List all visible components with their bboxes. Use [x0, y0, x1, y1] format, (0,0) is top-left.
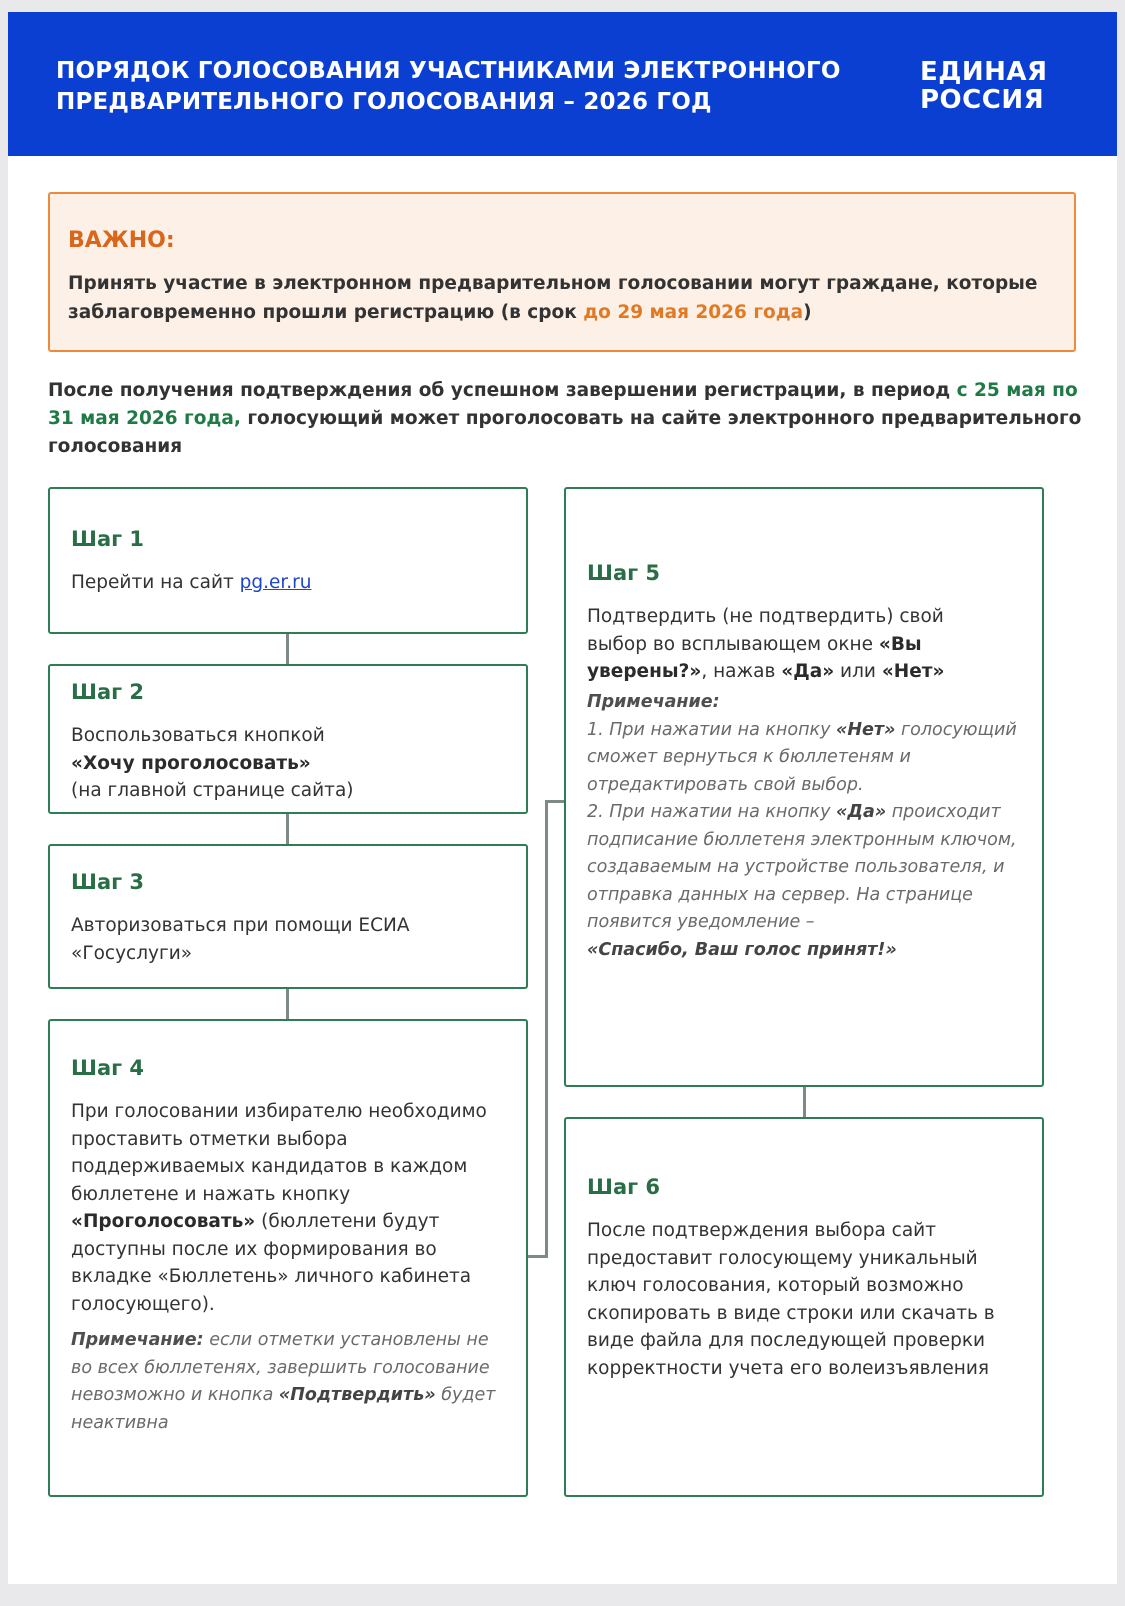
step-4-note	[71, 1327, 511, 1437]
step-1-title: Шаг 1	[71, 527, 145, 551]
step-6-card	[564, 1117, 1044, 1497]
step-2-card	[48, 664, 528, 814]
connector-1-2	[286, 634, 289, 664]
connector-2-3	[286, 814, 289, 844]
step-2-text-line-1: Воспользоваться кнопкой	[71, 725, 325, 746]
important-text-part-2: )	[803, 302, 812, 323]
step-5-note-1-part-1: 1. При нажатии на кнопку	[587, 719, 836, 740]
step-5-note	[587, 689, 1017, 964]
intro-paragraph	[48, 377, 1098, 461]
vote-accepted-message: «Спасибо, Ваш голос принят!»	[587, 939, 897, 960]
want-to-vote-button-label: «Хочу проголосовать»	[71, 752, 311, 774]
step-5-text-part-1: Подтвердить (не подтвердить) свой выбор во всплывающем окне	[587, 606, 944, 655]
step-4-note-label: Примечание:	[71, 1330, 204, 1350]
step-4-text	[71, 1098, 511, 1318]
step-5-text	[587, 603, 1007, 686]
step-3-text-line-2: «Госуслуги»	[71, 942, 193, 964]
logo-line-2: РОССИЯ	[920, 85, 1045, 115]
step-3-text	[71, 912, 511, 967]
page-title	[56, 56, 906, 118]
no-button-label: «Нет»	[881, 661, 945, 682]
vote-button-label: «Проголосовать»	[71, 1211, 256, 1232]
step-6-text: После подтверждения выбора сайт предоставит голосующему уникальный ключ голосования, который возможно скопировать в виде строки или скачать в виде файла для последующей проверки корректности учета его волеизъявления	[587, 1220, 995, 1379]
connector-3-4	[286, 989, 289, 1019]
important-notice	[48, 192, 1076, 352]
confirm-button-label: «Подтвердить»	[278, 1385, 436, 1405]
voting-period: с 25 мая по 31 мая 2026 года,	[48, 380, 1078, 429]
step-1-card	[48, 487, 528, 634]
step-5-note-1-part-2: голосующий сможет вернуться к бюллетеням и отредактировать свой выбор.	[587, 719, 1017, 795]
step-5-note-1-no-label: «Нет»	[836, 719, 896, 740]
logo-line-1: ЕДИНАЯ	[920, 57, 1048, 87]
step-2-title: Шаг 2	[71, 680, 145, 704]
connector-5-6	[803, 1087, 806, 1117]
step-3-card	[48, 844, 528, 989]
title-line-2: ПРЕДВАРИТЕЛЬНОГО ГОЛОСОВАНИЯ – 2026 ГОД	[56, 89, 712, 115]
step-4-card	[48, 1019, 528, 1497]
step-5-text-part-3: или	[834, 661, 882, 682]
step-5-note-2	[587, 799, 1017, 964]
intro-part-1: После получения подтверждения об успешном завершении регистрации, в период	[48, 380, 957, 401]
step-5-title: Шаг 5	[587, 561, 661, 585]
step-5-note-1	[587, 717, 1017, 800]
step-4-text-part-2: (бюллетени будут доступны после их формирования во вкладке «Бюллетень» личного кабинета голосующего).	[71, 1211, 472, 1315]
step-5-note-2-part-2: происходит подписание бюллетеня электронным ключом, создаваемым на устройстве пользователя, и отправка данных на сервер. На странице появится уведомление –	[587, 802, 1017, 932]
step-3-text-line-1: Авторизоваться при помощи ЕСИА	[71, 915, 410, 936]
step-4-text-part-1: При голосовании избирателю необходимо проставить отметки выбора поддерживаемых кандидатов в каждом бюллетене и нажать кнопку	[71, 1101, 487, 1205]
are-you-sure-dialog-label: «Вы уверены?»	[587, 633, 922, 682]
yes-button-label: «Да»	[781, 661, 835, 682]
header-banner	[8, 12, 1117, 156]
step-3-title: Шаг 3	[71, 870, 145, 894]
infographic-sheet	[8, 12, 1117, 1584]
step-4-note-part-2: будет неактивна	[71, 1385, 496, 1433]
party-logo	[920, 58, 1080, 114]
title-line-1: ПОРЯДОК ГОЛОСОВАНИЯ УЧАСТНИКАМИ ЭЛЕКТРОННОГО	[56, 58, 841, 84]
step-2-text	[71, 722, 511, 805]
step-5-card	[564, 487, 1044, 1087]
step-4-title: Шаг 4	[71, 1056, 145, 1080]
intro-part-2: голосующий может проголосовать на сайте электронного предварительного голосования	[48, 408, 1082, 457]
step-5-note-label: Примечание:	[587, 692, 720, 712]
important-text	[68, 269, 1048, 327]
important-title: ВАЖНО:	[68, 228, 175, 253]
step-1-text-prefix: Перейти на сайт	[71, 572, 240, 593]
important-text-part-1: Принять участие в электронном предварительном голосовании могут граждане, которые заблаговременно прошли регистрацию (в срок	[68, 273, 1038, 323]
step-5-note-2-yes-label: «Да»	[836, 802, 887, 822]
step-6-title: Шаг 6	[587, 1175, 661, 1199]
step-1-text	[71, 569, 511, 597]
step-4-note-part-1: если отметки установлены не во всех бюллетенях, завершить голосование невозможно и кнопка	[71, 1330, 490, 1405]
step-5-note-2-part-1: 2. При нажатии на кнопку	[587, 802, 836, 822]
connector-4-5-vertical	[545, 800, 548, 1258]
site-link[interactable]: pg.er.ru	[239, 572, 312, 593]
connector-4-5-horizontal-bottom	[527, 1255, 547, 1258]
step-2-text-line-3: (на главной странице сайта)	[71, 780, 354, 801]
registration-deadline: до 29 мая 2026 года	[583, 302, 804, 323]
step-5-text-part-2: , нажав	[701, 661, 782, 682]
